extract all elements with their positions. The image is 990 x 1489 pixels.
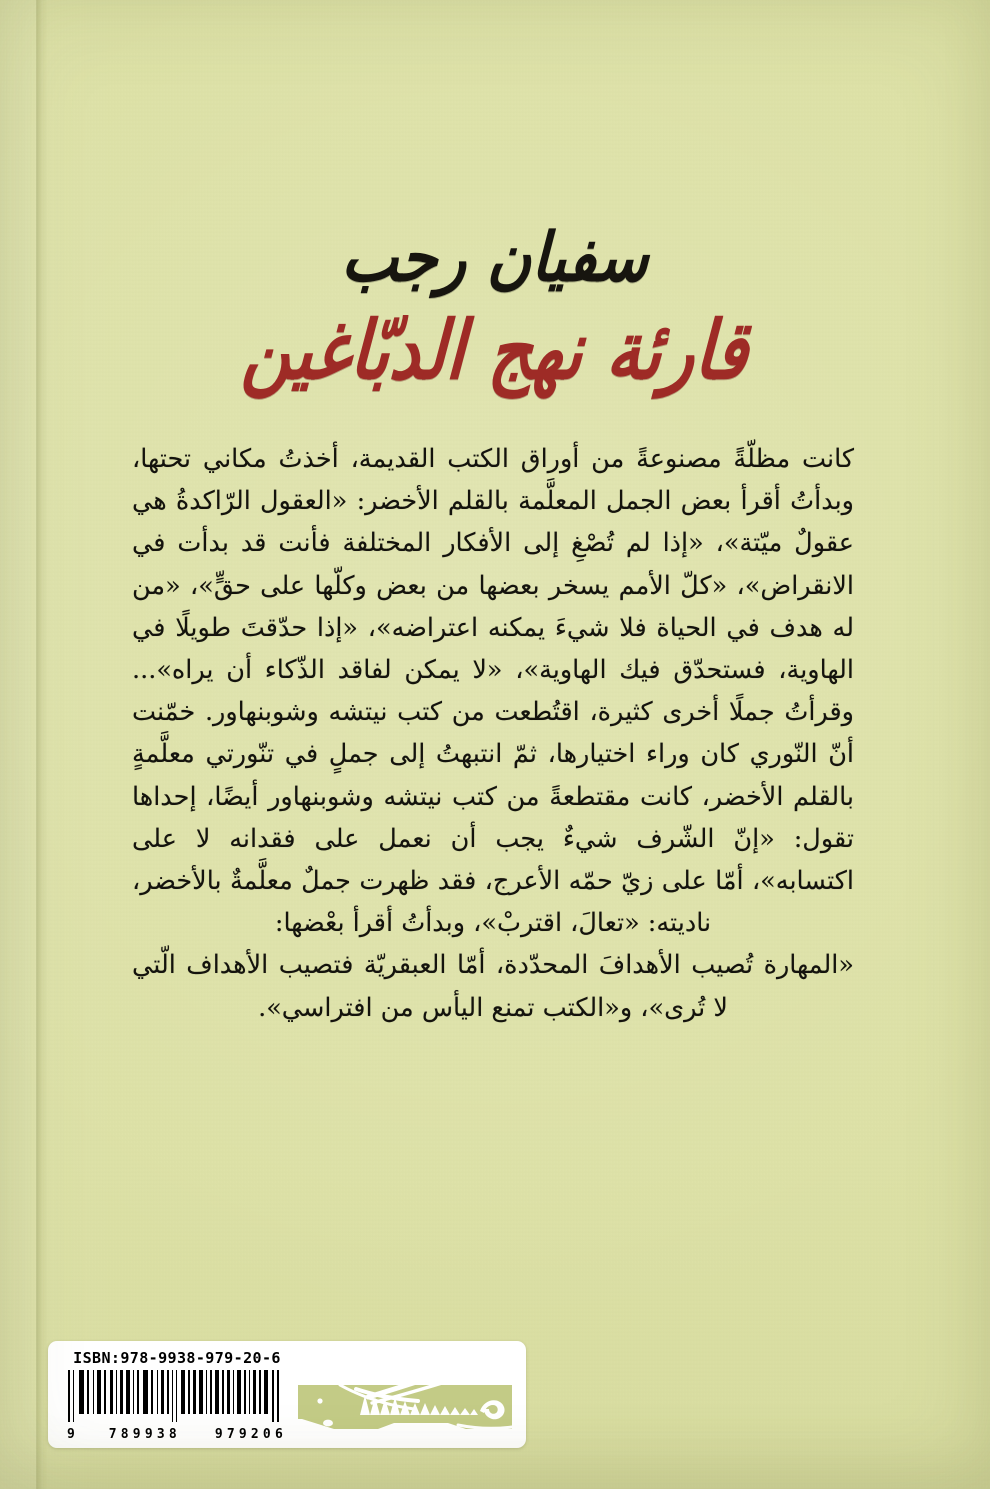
ean-left-digit: 9 — [67, 1427, 75, 1442]
barcode-bars — [66, 1370, 288, 1422]
isbn-text: ISBN:978-9938-979-20-6 — [73, 1349, 281, 1367]
author-name: سفيان رجب — [340, 218, 650, 298]
publisher-logo — [298, 1345, 526, 1447]
spine-seam — [36, 0, 43, 1489]
book-title: قارئة نهج الدبّاغين — [239, 304, 751, 399]
blurb-paragraph-1: كانت مظلّةً مصنوعةً من أوراق الكتب القديمة، أخذتُ مكاني تحتها، وبدأتُ أقرأ بعض الجمل المعلَّمة بالقلم الأخضر: «العقول الرّاكدةُ هي عقولٌ ميّتة»، «إذا لم تُصْغِ إلى الأفكار المختلفة فأنت قد بدأت في الانقراض»، «كلّ الأمم يسخر بعضها من بعض وكلّها على حقٍّ»، «من له هدف في الحياة فلا شيءَ يمكنه اعتراضه»، «إذا حدّقتَ طويلًا في الهاوية، فستحدّق فيك الهاوية»، «لا يمكن لفاقد الذّكاء أن يراه»... وقرأتُ جملًا أخرى كثيرة، اقتُطعت من كتب نيتشه وشوبنهاور. خمّنت أنّ النّوري كان وراء اختيارها، ثمّ انتبهتُ إلى جملٍ في تنّورتي معلَّمةٍ بالقلم الأخضر، كانت مقتطعةً من كتب نيتشه وشوبنهاور أيضًا، إحداها تقول: «إنّ الشّرف شيءٌ يجب أن نعمل على فقدانه لا على اكتسابه»، أمّا على زيّ حمّه الأعرج، فقد ظهرت جملٌ معلَّمةٌ بالأخضر، ناديته: «تعالَ، اقتربْ»، وبدأتُ أقرأ بعْضها: — [132, 444, 855, 939]
barcode-block — [66, 1349, 288, 1442]
ean-digits-row — [66, 1427, 288, 1442]
ean-group-2: 979206 — [214, 1427, 287, 1442]
blurb-paragraph-2: «المهارة تُصيب الأهدافَ المحدّدة، أمّا العبقريّة فتصيب الأهداف الّتي لا تُرى»، و«الكتب تمنع اليأس من افتراسي». — [132, 950, 854, 1023]
ean-group-1: 789938 — [108, 1427, 181, 1442]
masciliana-calligraphy-logo — [298, 1345, 526, 1447]
back-cover-blurb — [132, 438, 854, 1029]
isbn-barcode-label — [48, 1341, 526, 1448]
